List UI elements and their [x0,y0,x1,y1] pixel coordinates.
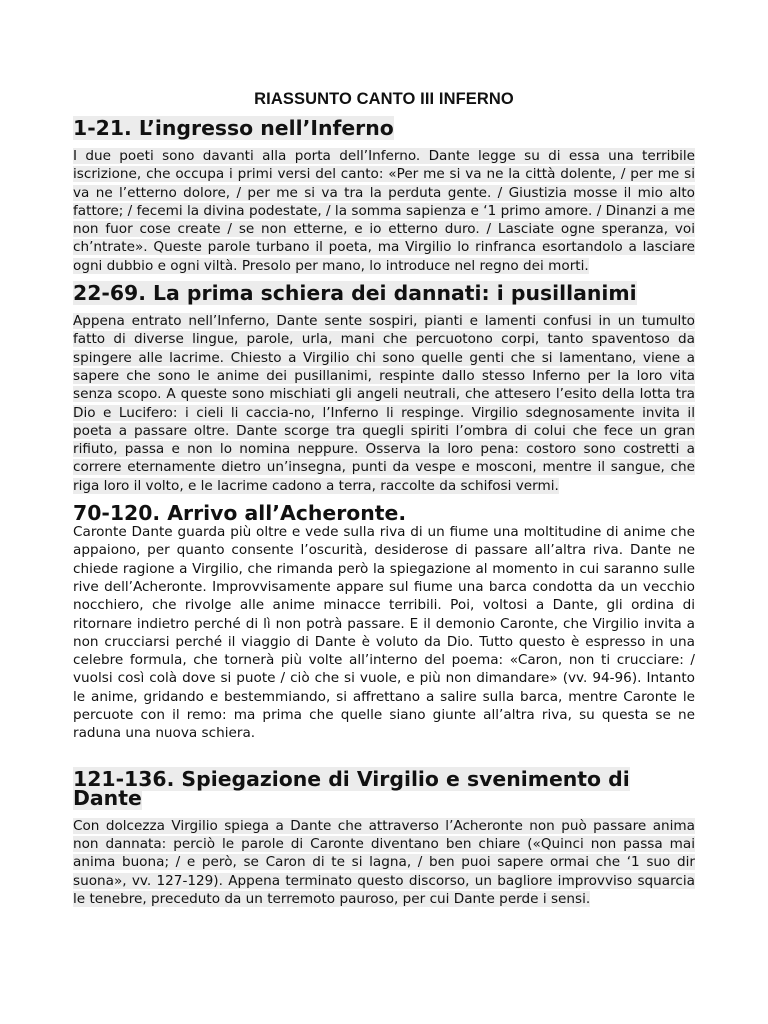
section-paragraph-70-120 [73,523,695,743]
paragraph-text: Caronte Dante guarda più oltre e vede sulla riva di un fiume una moltitudine di anime che appaiono, per quanto consente l’oscurità, desiderose di passare all’altra riva. Dante ne chiede ragione a Virgilio, che rimanda però la spiegazione al momento in cui saranno sulle rive dell’Acheronte. Improvvisamente appare sul fiume una barca condotta da un vecchio nocchiero, che rivolge alle anime minacce terribili. Poi, voltosi a Dante, gli ordina di ritornare indietro perché di lì non potrà passare. E il demonio Caronte, che Virgilio invita a non crucciarsi perché il viaggio di Dante è voluto da Dio. Tutto questo è espresso in una celebre formula, che tornerà più volte all’interno del poema: «Caron, non ti crucciare: / vuolsi così colà dove si puote / ciò che si vuole, e più non dimandare» (vv. 94-96). Intanto le anime, gridando e bestemmiando, si affrettano a salire sulla barca, mentre Caronte le percuote con il remo: ma prima che quelle siano giunte all’altra riva, su questa se ne raduna una nuova schiera. [73,524,695,742]
document-title: RIASSUNTO CANTO III INFERNO [254,90,514,108]
section-heading-70-120 [73,501,695,526]
section-heading-22-69 [73,281,695,306]
document-page [73,88,695,908]
section-heading-text: 121-136. Spiegazione di Virgilio e svenimento di Dante [73,766,630,810]
paragraph-text: Con dolcezza Virgilio spiega a Dante che attraverso l’Acheronte non può passare anima non dannata: perciò le parole di Caronte diventano ben chiare («Quinci non passa mai anima buona; / e però, se Caron di te si lagna, / ben puoi sapere ormai che ‘1 suo dir suona», vv. 127-129). Appena terminato questo discorso, un bagliore improvviso squarcia le tenebre, preceduto da un terremoto pauroso, per cui Dante perde i sensi. [73,817,695,907]
section-heading-text: 1-21. L’ingresso nell’Inferno [73,116,394,140]
section-heading-text: 22-69. La prima schiera dei dannati: i pusillanimi [73,281,637,306]
paragraph-text: Appena entrato nell’Inferno, Dante sente sospiri, pianti e lamenti confusi in un tumulto fatto di diverse lingue, parole, urla, mani che percuotono corpi, tanto spaventoso da spingere alle lacrime. Chiesto a Virgilio chi sono quelle genti che si lamentano, viene a sapere che sono le anime dei pusillanimi, respinte dallo stesso Inferno per la loro vita senza scopo. A queste sono mischiati gli angeli neutrali, che attesero l’esito della lotta tra Dio e Lucifero: i cieli li caccia-no, l’Inferno li respinge. Virgilio sdegnosamente invita il poeta a passare oltre. Dante scorge tra quegli spiriti l’ombra di colui che fece un gran rifiuto, passa e non lo nomina neppure. Osserva la loro pena: costoro sono costretti a correre eternamente dietro un’insegna, punti da vespe e mosconi, mentre il sangue, che riga loro il volto, e le lacrime cadono a terra, raccolte da schifosi vermi. [73,313,695,494]
section-paragraph-22-69 [73,312,695,495]
section-paragraph-1-21 [73,147,695,275]
section-heading-text: 70-120. Arrivo all’Acheronte. [73,501,407,526]
section-paragraph-121-136 [73,817,695,908]
section-heading-121-136 [73,766,695,810]
section-heading-1-21 [73,116,695,140]
paragraph-text: I due poeti sono davanti alla porta dell’Inferno. Dante legge su di essa una terribile iscrizione, che occupa i primi versi del canto: «Per me si va ne la città dolente, / per me si va ne l’etterno dolore, / per me si va tra la perduta gente. / Giustizia mosse il mio alto fattore; / fecemi la divina podestate, / la somma sapienza e ‘1 primo amore. / Dinanzi a me non fuor cose create / se non etterne, e io etterno duro. / Lasciate ogne speranza, voi ch’ntrate». Queste parole turbano il poeta, ma Virgilio lo rinfranca esortandolo a lasciare ogni dubbio e ogni viltà. Presolo per mano, lo introduce nel regno dei morti. [73,148,695,274]
